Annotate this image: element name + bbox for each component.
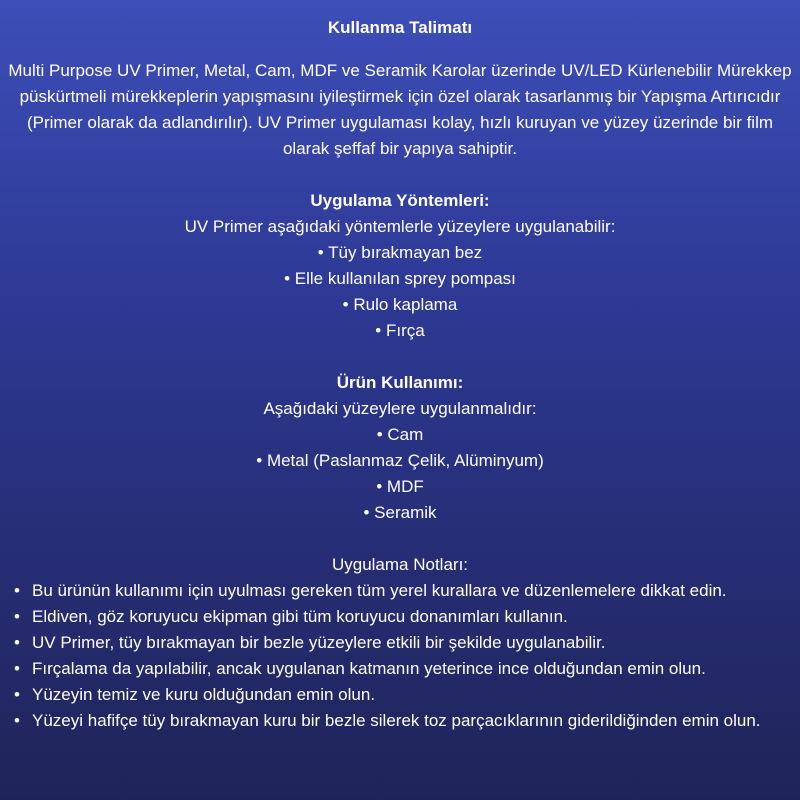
usage-list	[0, 422, 800, 526]
note-text: Fırçalama da yapılabilir, ancak uygulanan katmanın yeterince ince olduğundan emin olun.	[32, 659, 706, 678]
list-item: • Tüy bırakmayan bez	[0, 240, 800, 266]
usage-lead: Aşağıdaki yüzeylere uygulanmalıdır:	[263, 399, 537, 418]
list-item	[14, 708, 796, 734]
methods-lead: UV Primer aşağıdaki yöntemlerle yüzeylere uygulanabilir:	[184, 217, 616, 236]
intro-paragraph: Multi Purpose UV Primer, Metal, Cam, MDF ve Seramik Karolar üzerinde UV/LED Kürlenebilir Mürekkep püskürtmeli mürekkeplerin yapışmasını iyileştirmek için özel olarak tasarlanmış bir Yapışma Artırıcıdır (Primer olarak da adlandırılır). UV Primer uygulaması kolay, hızlı kuruyan ve yüzey üzerinde bir film olarak şeffaf bir yapıya sahiptir.	[8, 61, 792, 158]
list-item: • Cam	[0, 422, 800, 448]
note-text: UV Primer, tüy bırakmayan bir bezle yüzeylere etkili bir şekilde uygulanabilir.	[32, 633, 606, 652]
note-text: Yüzeyin temiz ve kuru olduğundan emin olun.	[32, 685, 376, 704]
methods-heading: Uygulama Yöntemleri:	[310, 191, 490, 210]
methods-list	[0, 240, 800, 344]
list-item	[14, 682, 796, 708]
list-item	[14, 578, 796, 604]
usage-heading: Ürün Kullanımı:	[336, 373, 464, 392]
list-item	[14, 656, 796, 682]
list-item: • MDF	[0, 474, 800, 500]
list-item	[14, 630, 796, 656]
list-item	[14, 604, 796, 630]
notes-list	[0, 578, 800, 734]
list-item: • Metal (Paslanmaz Çelik, Alüminyum)	[0, 448, 800, 474]
page-title: Kullanma Talimatı	[327, 18, 473, 37]
list-item: • Seramik	[0, 500, 800, 526]
note-text: Yüzeyi hafifçe tüy bırakmayan kuru bir bezle silerek toz parçacıklarının giderildiğinden emin olun.	[32, 711, 761, 730]
list-item: • Fırça	[0, 318, 800, 344]
notes-heading: Uygulama Notları:	[331, 555, 469, 574]
bullet-icon: •	[14, 659, 20, 678]
bullet-icon: •	[14, 685, 20, 704]
list-item: • Rulo kaplama	[0, 292, 800, 318]
bullet-icon: •	[14, 633, 20, 652]
bullet-icon: •	[14, 581, 20, 600]
list-item: • Elle kullanılan sprey pompası	[0, 266, 800, 292]
bullet-icon: •	[14, 607, 20, 626]
bullet-icon: •	[14, 711, 20, 730]
note-text: Eldiven, göz koruyucu ekipman gibi tüm koruyucu donanımları kullanın.	[32, 607, 568, 626]
note-text: Bu ürünün kullanımı için uyulması gereken tüm yerel kurallara ve düzenlemelere dikkat edin.	[32, 581, 727, 600]
